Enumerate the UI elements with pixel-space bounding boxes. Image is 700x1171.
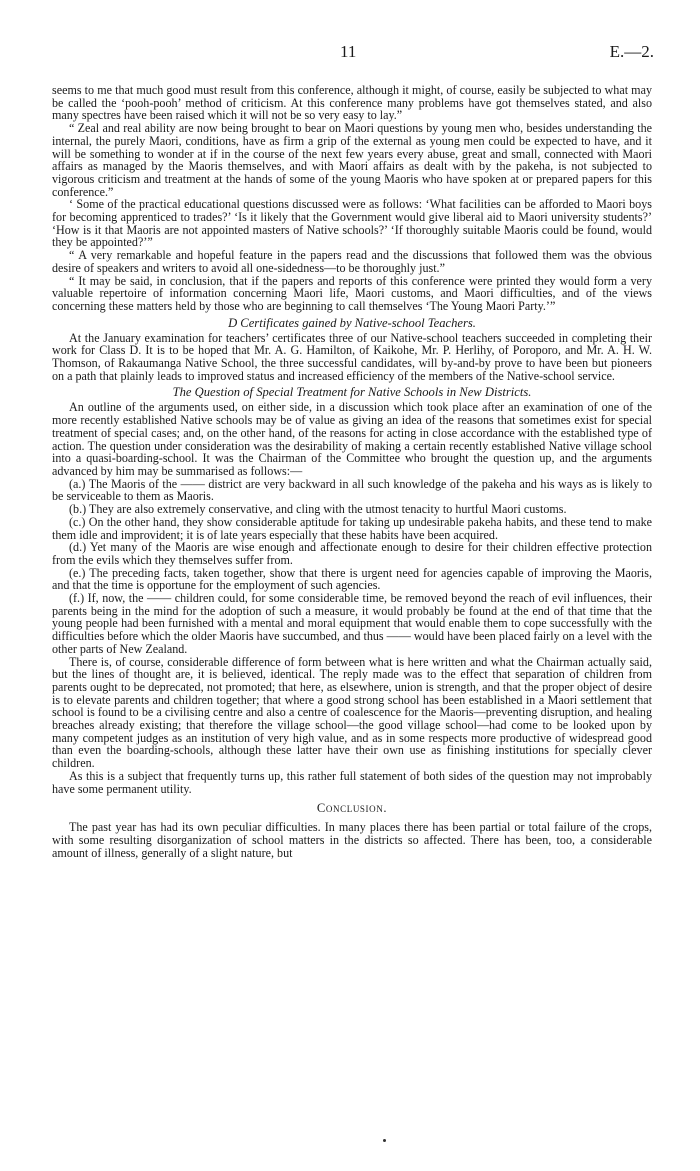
paragraph: “ Zeal and real ability are now being brought to bear on Maori questions by young men who, besides understanding the internal, the purely Maori, conditions, have as firm a grip of the external as young men could be expected to have, and it will be something to wonder at if in the course of the next few years every abuse, great and small, connected with Maori affairs as managed by the Maoris themselves, and with Maori affairs as dealt with by the pakeha, is not subjected to vigorous criticism and treatment at the hands of some of the young Maoris who have spoken at or prepared papers for this conference.”: [52, 121, 652, 199]
paragraph: seems to me that much good must result from this conference, although it might, of course, easily be subjected to what may be called the ‘pooh-pooh’ method of criticism. At this conference many problems have got themselves stated, and also many spectres have been raised which it will not be so very easy to lay.”: [52, 83, 652, 123]
page-header: [0, 42, 700, 66]
list-item: (f.) If, now, the —— children could, for some considerable time, be removed beyond the reach of evil influences, their parents being in the mind for the adoption of such a measure, it would probably be found at the end of that time that the young people had been furnished with a mental and moral equipment that would enable them to cope successfully with the difficulties before which the older Maoris have succumbed, and thus —— would have been placed fairly on a level with the other parts of New Zealand.: [52, 591, 652, 656]
page-body: [52, 84, 652, 859]
paragraph: There is, of course, considerable difference of form between what is here written and what the Chairman actually said, but the lines of thought are, it is believed, identical. The reply made was to the effect that separation of children from parents ought to be deprecated, not promoted; that here, as elsewhere, union is strength, and that the proper object of desire is to elevate parents and children together; that where a good strong school has been established in a Maori settlement that school is found to be a civilising centre and also a centre of coalescence for the Maoris—preventing disruption, and healing breaches already existing; that therefore the village school—the good village school—had come to be looked upon by many competent judges as an institution of very high value, and as in some respects more productive of widespread good than even the boarding-schools, although these latter have their own use as finishing institutions for specially clever children.: [52, 654, 652, 771]
paragraph: As this is a subject that frequently turns up, this rather full statement of both sides of the question may not improbably have some permanent utility.: [52, 768, 652, 796]
ink-speck: [383, 1139, 386, 1142]
list-item: (e.) The preceding facts, taken together, show that there is urgent need for agencies capable of improving the Maoris, and that the time is opportune for the employment of such agencies.: [52, 565, 652, 593]
paragraph: At the January examination for teachers’ certificates three of our Native-school teachers succeeded in completing their work for Class D. It is to be hoped that Mr. A. G. Hamilton, of Kaikohe, Mr. P. Herlihy, of Poroporo, and Mr. A. H. W. Thomson, of Rakaumanga Native School, the three successful candidates, will by-and-by prove to have been but pioneers on a path that plainly leads to improved status and increased efficiency of the members of the Native-school service.: [52, 330, 652, 383]
list-item: (b.) They are also extremely conservative, and cling with the utmost tenacity to hurtful Maori customs.: [69, 502, 567, 517]
paragraph: “ It may be said, in conclusion, that if the papers and reports of this conference were printed they would form a very valuable repertoire of information concerning Maori life, Maori customs, and Maori difficulties, and of the views concerning these matters held by those who are beginning to call themselves ‘The Young Maori Party.’”: [52, 273, 652, 313]
section-heading-certificates: D Certificates gained by Native-school Teachers.: [228, 315, 476, 330]
list-item: (d.) Yet many of the Maoris are wise enough and affectionate enough to desire for their children effective protection from the evils which they themselves suffer from.: [52, 540, 652, 567]
document-reference: E.—2.: [609, 42, 654, 61]
list-item: (a.) The Maoris of the —— district are very backward in all such knowledge of the pakeha and his ways as is likely to be serviceable to them as Maoris.: [52, 476, 652, 504]
list-item: (c.) On the other hand, they show considerable aptitude for taking up undesirable pakeha habits, and these tend to make them idle and improvident; it is of late years especially that these habits have been acquired.: [52, 514, 652, 542]
paragraph: ‘ Some of the practical educational questions discussed were as follows: ‘What facilities can be afforded to Maori boys for becoming apprenticed to trades?’ ‘Is it likely that the Government would give liberal aid to Maori university students?’ ‘How is it that Maoris are not appointed masters of Native schools?’ ‘If thoroughly suitable Maoris could be found, would they be appointed?’”: [52, 197, 652, 250]
section-heading-conclusion: Conclusion.: [316, 801, 388, 816]
paragraph: The past year has had its own peculiar difficulties. In many places there has been partial or total failure of the crops, with some resulting disorganization of school matters in the districts so affected. There has been, too, a considerable amount of illness, generally of a slight nature, but: [52, 820, 652, 860]
section-heading-special-treatment: The Question of Special Treatment for Native Schools in New Districts.: [172, 385, 532, 400]
paragraph: “ A very remarkable and hopeful feature in the papers read and the discussions that followed them was the obvious desire of speakers and writers to avoid all one-sidedness—to be thoroughly just.”: [52, 248, 652, 275]
page-number: 11: [340, 42, 357, 61]
paragraph: An outline of the arguments used, on either side, in a discussion which took place after an examination of one of the more recently established Native schools may be of value as giving an idea of the reasons that sometimes exist for special treatment of special cases; and, on the other hand, of the reasons for acting in close accordance with the established type of action. The question under consideration was the desirability of making a certain recently established Native village school into a quasi-boarding-school. It was the Chairman of the Committee who brought the question up, and the arguments advanced by him may be summarised as follows:—: [52, 400, 652, 478]
